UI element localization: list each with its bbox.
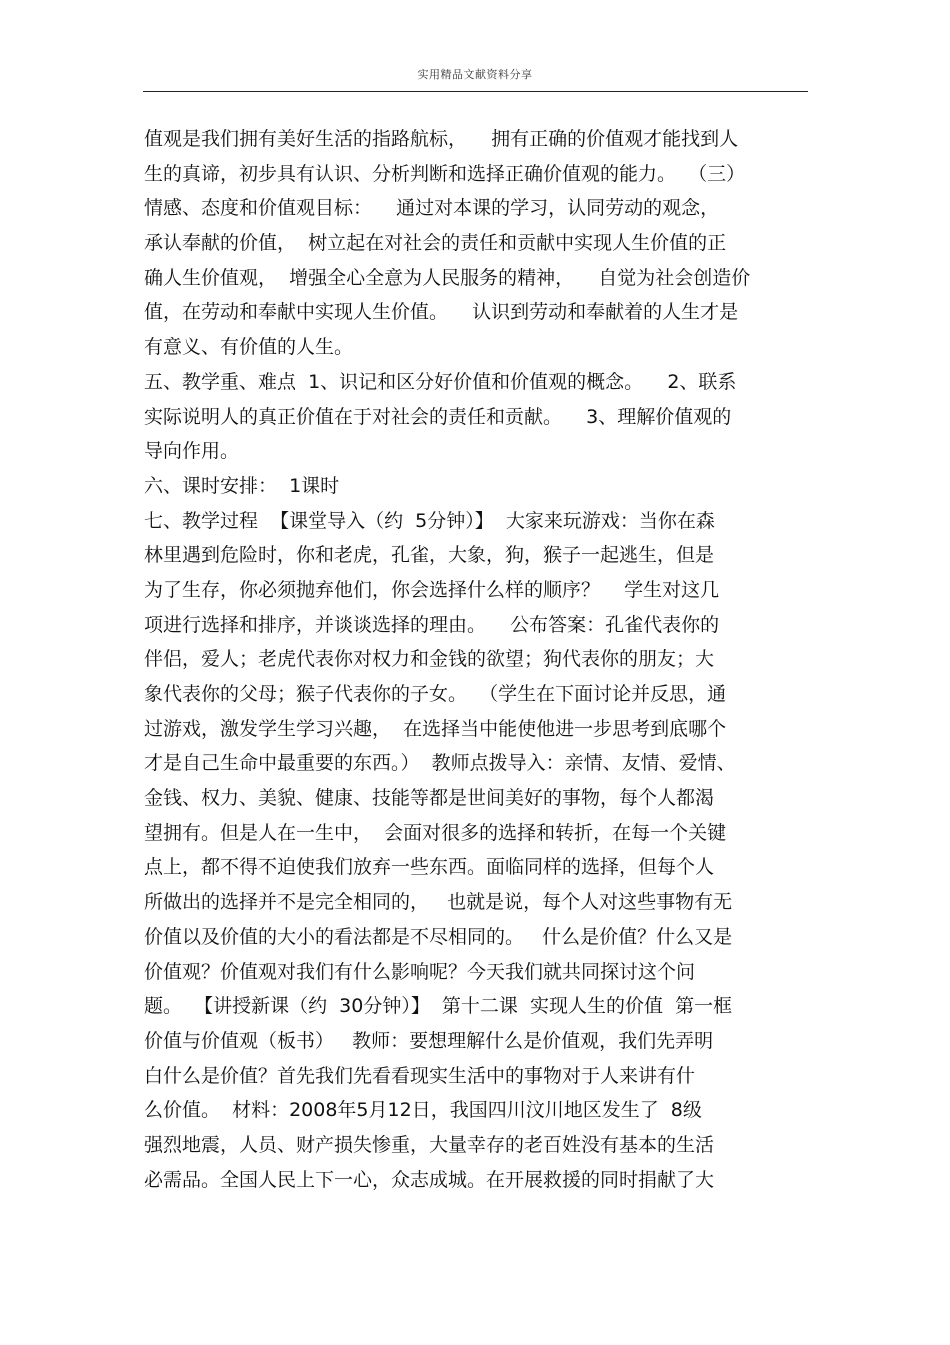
header-divider bbox=[143, 91, 808, 92]
text-line: 金钱、权力、美貌、健康、技能等都是世间美好的事物，每个人都渴 bbox=[144, 787, 715, 810]
text-line: 六、课时安排： 1课时 bbox=[144, 474, 340, 497]
text-line: 承认奉献的价值， 树立起在对社会的责任和贡献中实现人生价值的正 bbox=[144, 232, 727, 255]
text-line: 实际说明人的真正价值在于对社会的责任和贡献。 3、理解价值观的 bbox=[144, 405, 732, 428]
text-line: 价值观？价值观对我们有什么影响呢？今天我们就共同探讨这个问 bbox=[144, 960, 696, 983]
text-line: 确人生价值观， 增强全心全意为人民服务的精神， 自觉为社会创造价 bbox=[144, 266, 751, 289]
text-line: 强烈地震，人员、财产损失惨重，大量幸存的老百姓没有基本的生活 bbox=[144, 1133, 715, 1156]
text-line: 价值以及价值的大小的看法都是不尽相同的。 什么是价值？什么又是 bbox=[144, 925, 733, 948]
text-line: 伴侣，爱人；老虎代表你对权力和金钱的欲望；狗代表你的朋友；大 bbox=[144, 648, 715, 671]
text-line: 所做出的选择并不是完全相同的， 也就是说，每个人对这些事物有无 bbox=[144, 891, 733, 914]
text-line: 点上，都不得不迫使我们放弃一些东西。面临同样的选择，但每个人 bbox=[144, 856, 715, 879]
text-line: 题。 【讲授新课（约 30分钟）】 第十二课 实现人生的价值 第一框 bbox=[144, 995, 733, 1018]
text-line: 才是自己生命中最重要的东西。） 教师点拨导入：亲情、友情、爱情、 bbox=[144, 752, 736, 775]
text-line: 价值与价值观（板书） 教师：要想理解什么是价值观，我们先弄明 bbox=[144, 1029, 714, 1052]
text-line: 导向作用。 bbox=[144, 440, 240, 463]
page-header: 实用精品文献资料分享 bbox=[417, 68, 533, 81]
text-line: 生的真谛，初步具有认识、分析判断和选择正确价值观的能力。 （三） bbox=[144, 162, 746, 185]
text-line: 值观是我们拥有美好生活的指路航标， 拥有正确的价值观才能找到人 bbox=[144, 128, 739, 150]
document-body bbox=[144, 122, 819, 1197]
text-line: 过游戏，激发学生学习兴趣， 在选择当中能使他进一步思考到底哪个 bbox=[144, 717, 727, 740]
text-line: 为了生存，你必须抛弃他们，你会选择什么样的顺序？ 学生对这几 bbox=[144, 578, 720, 601]
text-line: 值，在劳动和奉献中实现人生价值。 认识到劳动和奉献着的人生才是 bbox=[144, 301, 739, 324]
text-line: 么价值。 材料：2008年5月12日，我国四川汶川地区发生了 8级 bbox=[144, 1099, 702, 1122]
text-line: 七、教学过程 【课堂导入（约 5分钟）】 大家来玩游戏：当你在森 bbox=[144, 509, 715, 532]
text-line: 象代表你的父母；猴子代表你的子女。 （学生在下面讨论并反思，通 bbox=[144, 683, 727, 705]
text-line: 必需品。全国人民上下一心，众志成城。在开展救援的同时捐献了大 bbox=[144, 1168, 715, 1191]
text-line: 林里遇到危险时，你和老虎，孔雀，大象，狗，猴子一起逃生，但是 bbox=[144, 544, 715, 567]
text-line: 情感、态度和价值观目标： 通过对本课的学习，认同劳动的观念， bbox=[144, 197, 720, 220]
text-line: 有意义、有价值的人生。 bbox=[144, 336, 354, 359]
text-line: 望拥有。但是人在一生中， 会面对很多的选择和转折，在每一个关键 bbox=[144, 821, 727, 844]
text-line: 项进行选择和排序，并谈谈选择的理由。 公布答案：孔雀代表你的 bbox=[144, 613, 720, 636]
text-line: 白什么是价值？首先我们先看看现实生活中的事物对于人来讲有什 bbox=[144, 1064, 696, 1087]
text-line: 五、教学重、难点 1、识记和区分好价值和价值观的概念。 2、联系 bbox=[144, 370, 737, 393]
